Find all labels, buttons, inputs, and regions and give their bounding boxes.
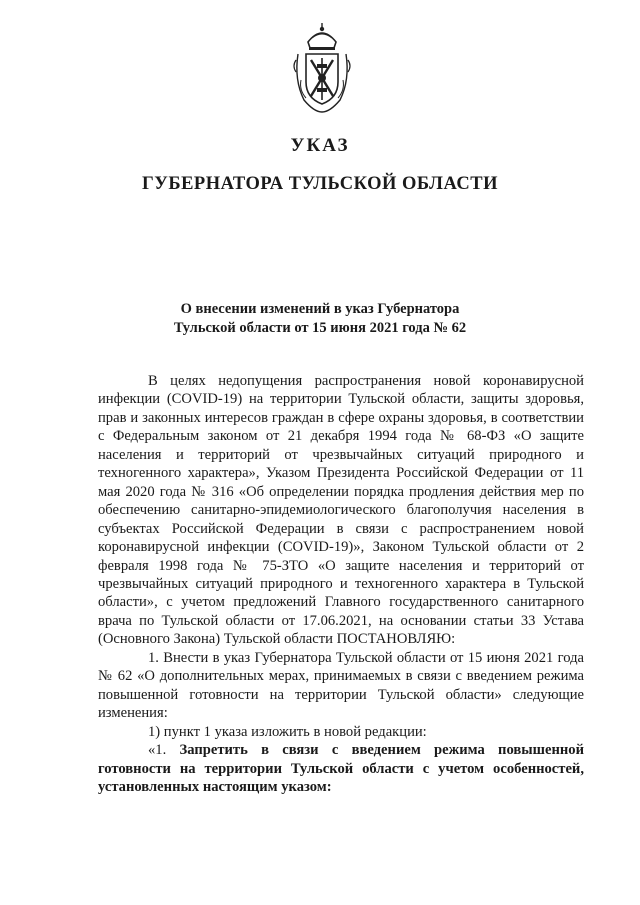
subject-line-2: Тульской области от 15 июня 2021 года № 62 [173,320,467,336]
quote-prefix: «1. [148,742,180,759]
quote-bold-text: Запретить в связи с введением режима повышенной готовности на территории Тульской области с учетом особенностей, установленных настоящим указом: [98,742,584,795]
document-body [98,372,584,796]
document-title: УКАЗ [290,135,350,156]
quoted-item-1-paragraph [98,741,584,796]
item-1-paragraph: 1. Внести в указ Губернатора Тульской области от 15 июня 2021 года № 62 «О дополнительных мерах, принимаемых в связи с введением режима повышенной готовности на территории Тульской области» следующие изменения: [98,649,584,722]
subitem-1-paragraph: 1) пункт 1 указа изложить в новой редакции: [148,723,427,740]
subject-line-1: О внесении изменений в указ Губернатора [180,301,460,317]
coat-of-arms-icon [290,20,354,116]
document-issuer: ГУБЕРНАТОРА ТУЛЬСКОЙ ОБЛАСТИ [142,174,498,194]
preamble-paragraph: В целях недопущения распространения новой коронавирусной инфекции (COVID-19) на территории Тульской области, защиты здоровья, прав и законных интересов граждан в сфере охраны здоровья, в соответствии с Федеральным законом от 21 декабря 1994 года № 68-ФЗ «О защите населения и территорий от чрезвычайных ситуаций природного и техногенного характера», Указом Президента Российской Федерации от 11 мая 2020 года № 316 «Об определении порядка продления действия мер по обеспечению санитарно-эпидемиологического благополучия населения в субъектах Российской Федерации в связи с распространением новой коронавирусной инфекции (COVID-19)», Законом Тульской области от 2 февраля 1998 года № 75-ЗТО «О защите населения и территорий от чрезвычайных ситуаций природного и техногенного характера в Тульской области», с учетом предложений Главного государственного санитарного врача по Тульской области от 17.06.2021, на основании статьи 33 Устава (Основного Закона) Тульской области ПОСТАНОВЛЯЮ: [98,373,584,648]
document-subject [0,300,640,338]
